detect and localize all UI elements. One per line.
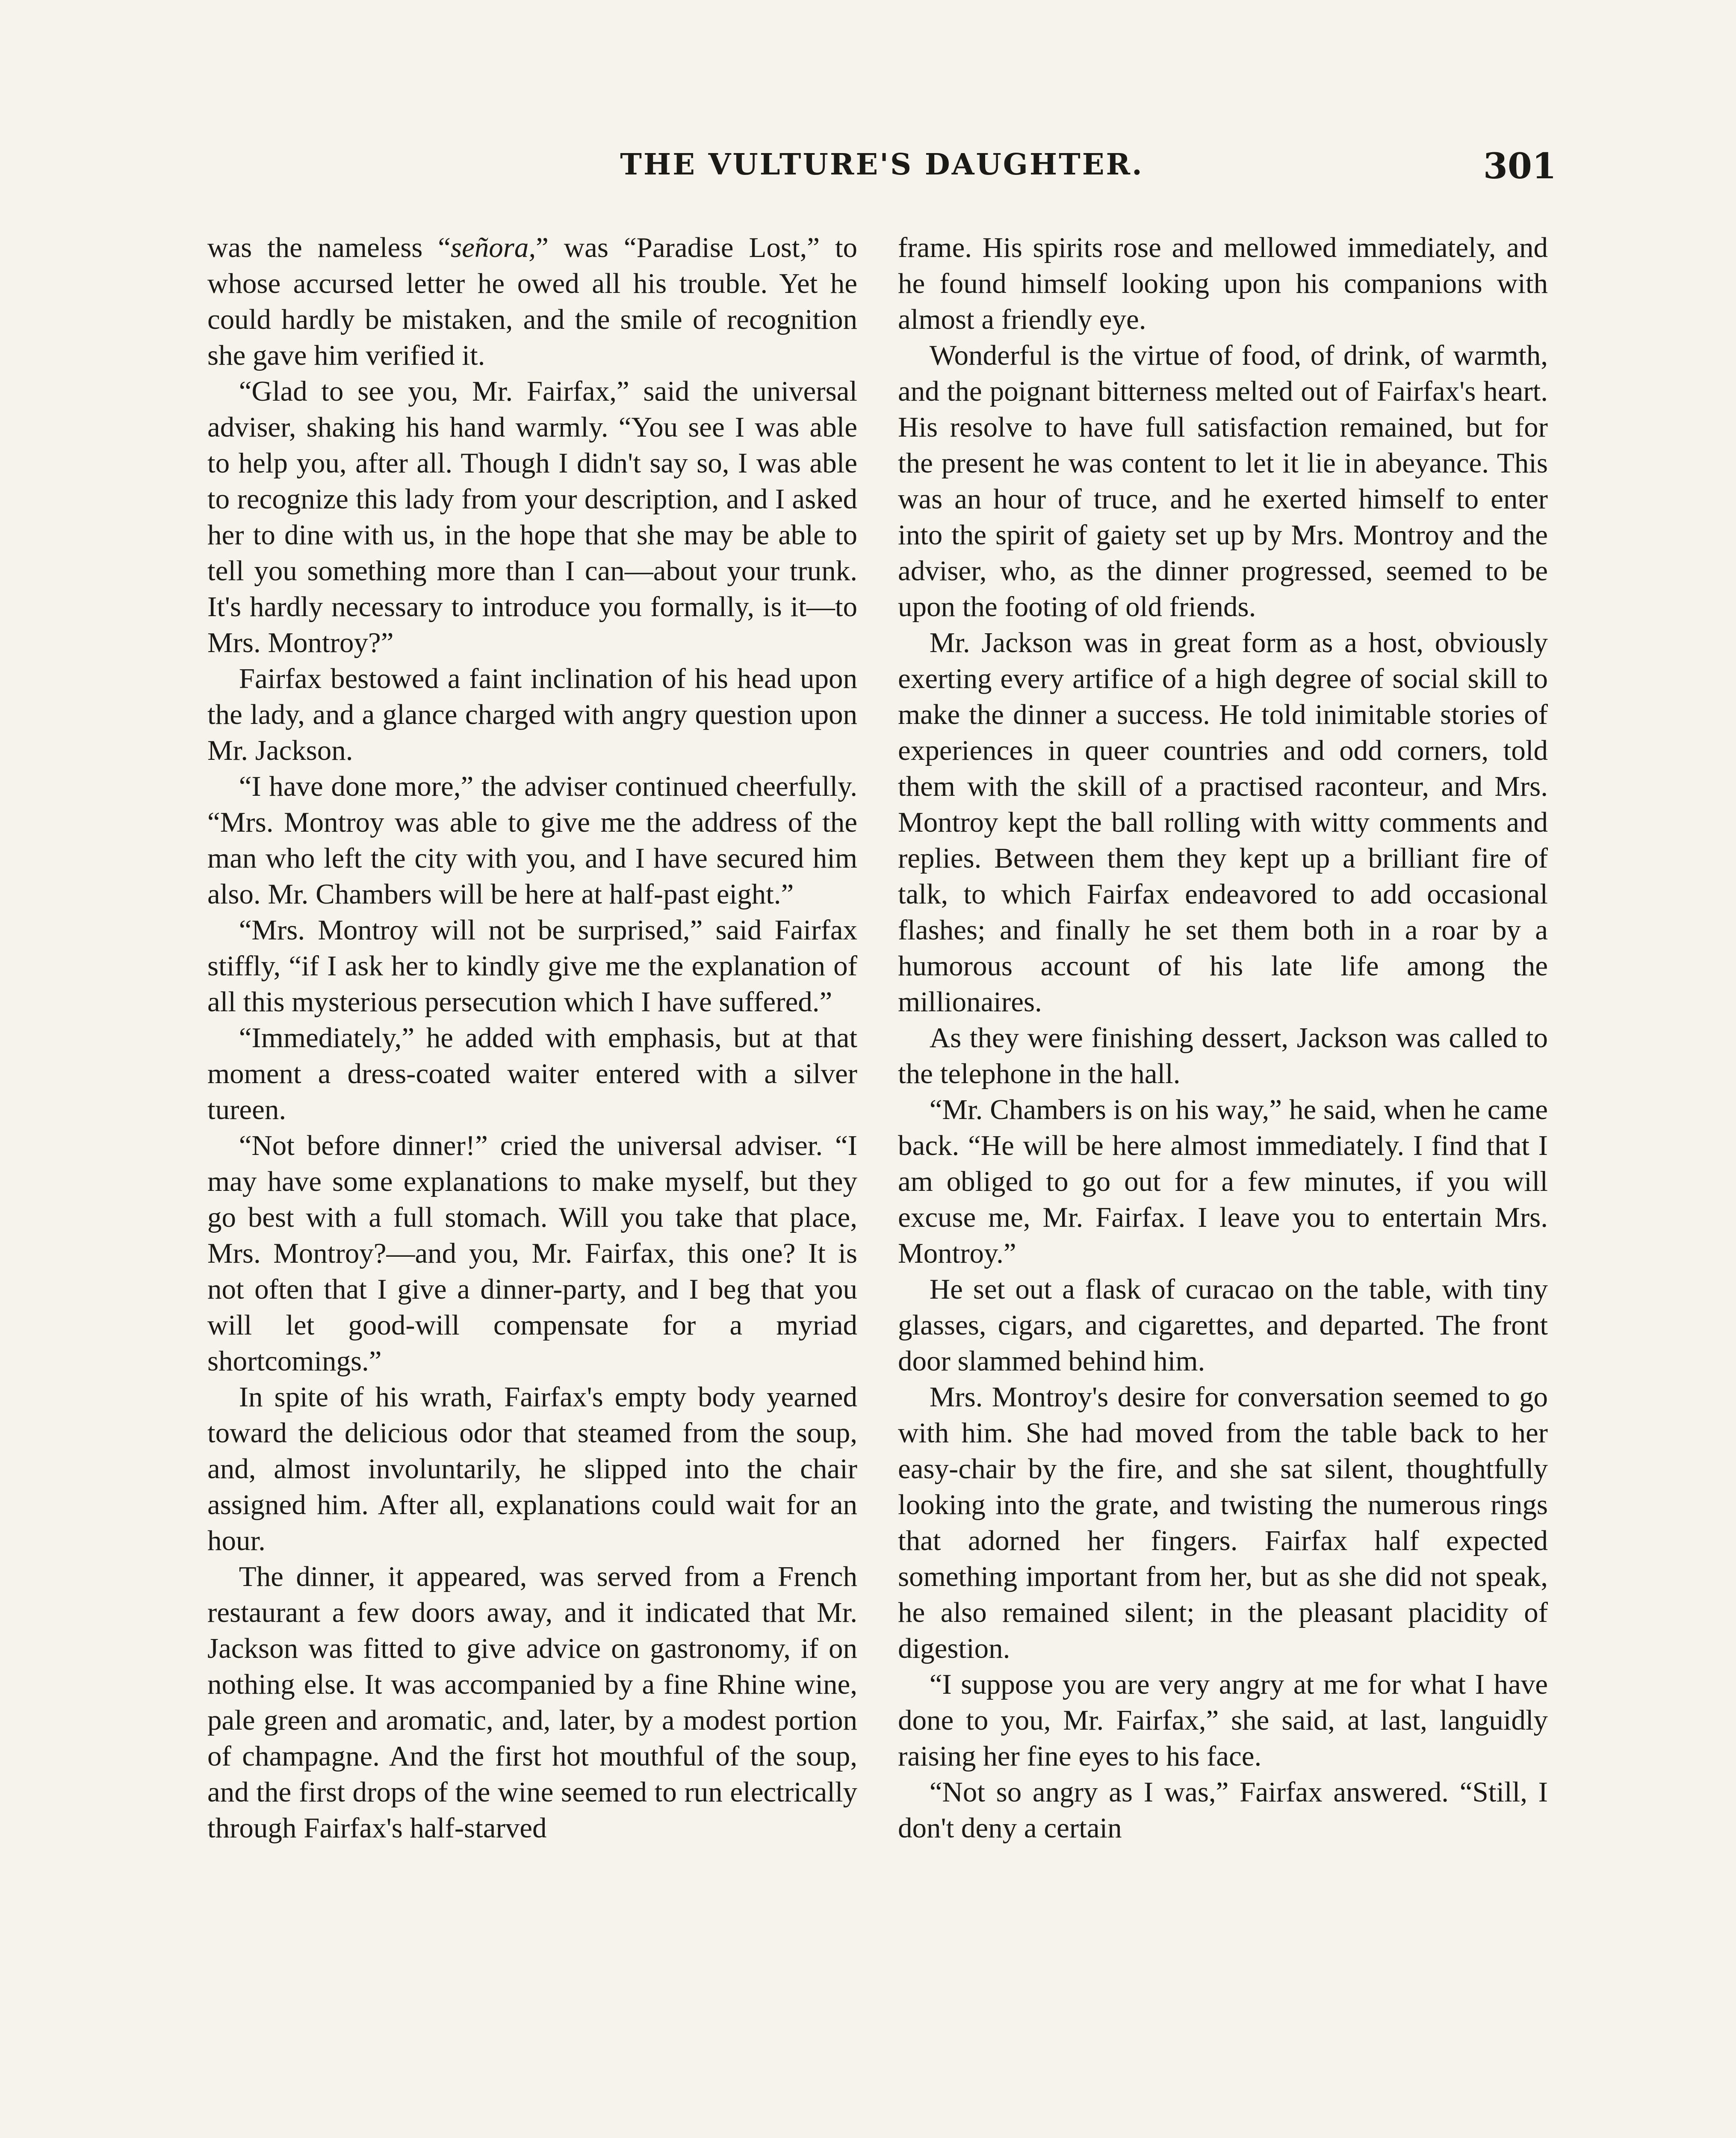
running-title: THE VULTURE'S DAUGHTER. xyxy=(620,148,1144,182)
paragraph: “Not so angry as I was,” Fairfax answered. “Still, I don't deny a certain xyxy=(898,1776,1548,1844)
paragraph: As they were finishing dessert, Jackson was called to the telephone in the hall. xyxy=(898,1022,1548,1090)
paragraph: “I suppose you are very angry at me for what I have done to you, Mr. Fairfax,” she said, at last, languidly raising her fine eyes to his face. xyxy=(898,1668,1548,1772)
paragraph: “I have done more,” the adviser continued cheerfully. “Mrs. Montroy was able to give me the address of the man who left the city with you, and I have secured him also. Mr. Chambers will be here at half-past eight.” xyxy=(207,771,857,910)
left-column xyxy=(207,230,857,2138)
paragraph: The dinner, it appeared, was served from a French restaurant a few doors away, and it indicated that Mr. Jackson was fitted to give advice on gastronomy, if on nothing else. It was accompanied by a fine Rhine wine, pale green and aromatic, and, later, by a modest portion of champagne. And the first hot mouthful of the soup, and the first drops of the wine seemed to run electrically through Fairfax's half-starved xyxy=(207,1561,857,1844)
text-run: was the nameless “ xyxy=(207,232,451,263)
paragraph xyxy=(207,230,857,373)
paragraph: “Mr. Chambers is on his way,” he said, when he came back. “He will be here almost immediately. I find that I am obliged to go out for a few minutes, if you will excuse me, Mr. Fairfax. I leave you to entertain Mrs. Montroy.” xyxy=(898,1094,1548,1269)
paragraph: Wonderful is the virtue of food, of drink, of warmth, and the poignant bitterness melted out of Fairfax's heart. His resolve to have full satisfaction remained, but for the present he was content to let it lie in abeyance. This was an hour of truce, and he exerted himself to enter into the spirit of gaiety set up by Mrs. Montroy and the adviser, who, as the dinner progressed, seemed to be upon the footing of old friends. xyxy=(898,340,1548,623)
paragraph: “Not before dinner!” cried the universal adviser. “I may have some explanations to make myself, but they go best with a full stomach. Will you take that place, Mrs. Montroy?—and you, Mr. Fairfax, this one? It is not often that I give a dinner-party, and I beg that you will let good-will compensate for a myriad shortcomings.” xyxy=(207,1130,857,1377)
paragraph: Fairfax bestowed a faint inclination of his head upon the lady, and a glance charged with angry question upon Mr. Jackson. xyxy=(207,663,857,766)
paragraph: In spite of his wrath, Fairfax's empty body yearned toward the delicious odor that steamed from the soup, and, almost involuntarily, he slipped into the chair assigned him. After all, explanations could wait for an hour. xyxy=(207,1381,857,1556)
paragraph: “Glad to see you, Mr. Fairfax,” said the universal adviser, shaking his hand warmly. “You see I was able to help you, after all. Though I didn't say so, I was able to recognize this lady from your description, and I asked her to dine with us, in the hope that she may be able to tell you something more than I can—about your trunk. It's hardly necessary to introduce you formally, is it—to Mrs. Montroy?” xyxy=(207,375,857,659)
page-header xyxy=(207,148,1556,199)
paragraph: “Immediately,” he added with emphasis, but at that moment a dress-coated waiter entered with a silver tureen. xyxy=(207,1022,857,1125)
right-column-text xyxy=(898,230,1548,1846)
italic-word: señora, xyxy=(451,232,536,263)
paragraph: “Mrs. Montroy will not be surprised,” said Fairfax stiffly, “if I ask her to kindly give me the explanation of all this mysterious persecution which I have suffered.” xyxy=(207,914,857,1018)
text-run: ” was “Paradise Lost,” to whose accursed letter he owed all his trouble. Yet he could hardly be mistaken, and the smile of recognition she gave him verified it. xyxy=(207,232,857,371)
paragraph: frame. His spirits rose and mellowed immediately, and he found himself looking upon his companions with almost a friendly eye. xyxy=(898,232,1548,335)
right-column xyxy=(898,230,1548,2138)
left-column-text xyxy=(207,230,857,1846)
paragraph: Mr. Jackson was in great form as a host, obviously exerting every artifice of a high degree of social skill to make the dinner a success. He told inimitable stories of experiences in queer countries and odd corners, told them with the skill of a practised raconteur, and Mrs. Montroy kept the ball rolling with witty comments and replies. Between them they kept up a brilliant fire of talk, to which Fairfax endeavored to add occasional flashes; and finally he set them both in a roar by a humorous account of his late life among the millionaires. xyxy=(898,627,1548,1018)
paragraph: He set out a flask of curacao on the table, with tiny glasses, cigars, and cigarettes, and departed. The front door slammed behind him. xyxy=(898,1273,1548,1377)
page-number: 301 xyxy=(1483,146,1556,187)
paragraph: Mrs. Montroy's desire for conversation seemed to go with him. She had moved from the table back to her easy-chair by the fire, and she sat silent, thoughtfully looking into the grate, and twisting the numerous rings that adorned her fingers. Fairfax half expected something important from her, but as she did not speak, he also remained silent; in the pleasant placidity of digestion. xyxy=(898,1381,1548,1664)
